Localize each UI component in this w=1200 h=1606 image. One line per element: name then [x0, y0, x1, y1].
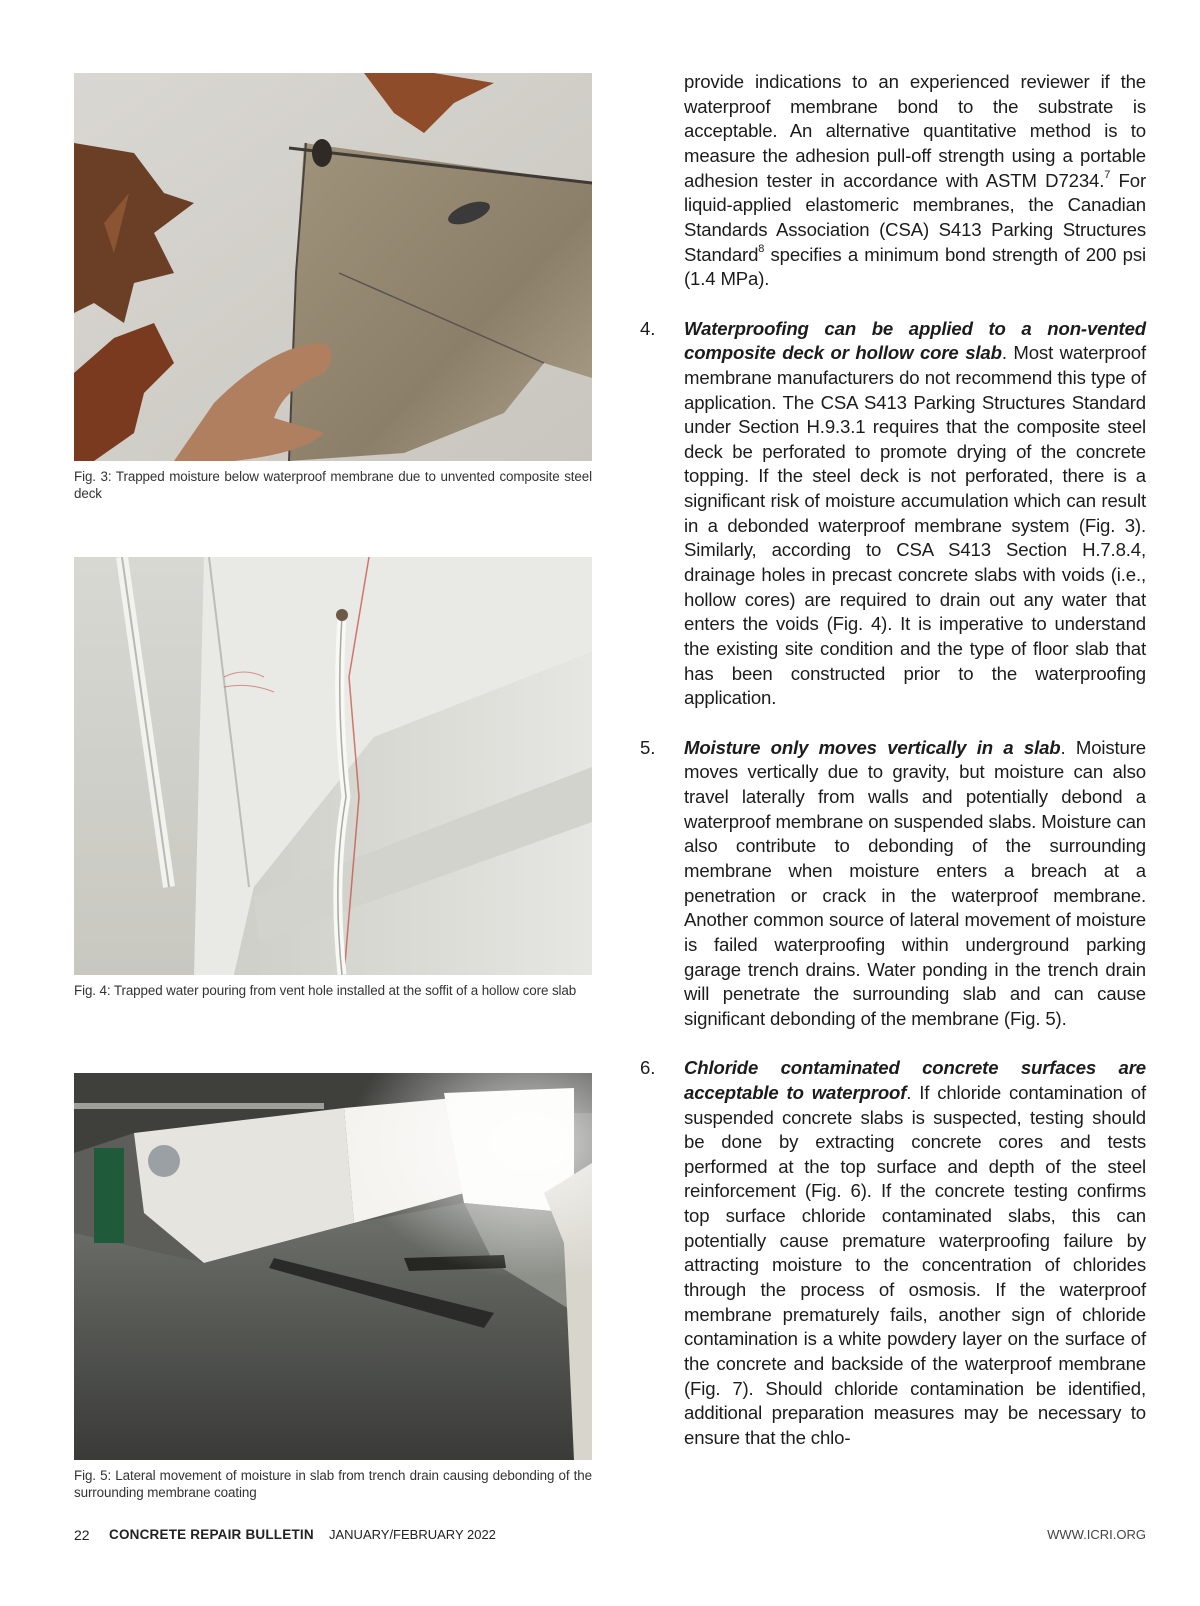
item-lead: Moisture only moves vertically in a slab — [684, 736, 1061, 758]
list-item-6 — [640, 1056, 1146, 1451]
intro-text-c: specifies a minimum bond strength of 200 psi (1.4 MPa). — [684, 243, 1146, 290]
item-lead: Chloride contaminated concrete surfaces are acceptable to waterproof — [684, 1057, 1146, 1103]
fig3-caption: Fig. 3: Trapped moisture below waterproof membrane due to unvented composite steel deck — [74, 469, 592, 501]
list-item-4 — [640, 317, 1146, 712]
page-footer — [74, 1527, 1146, 1547]
intro-text-b: For liquid-applied elastomeric membranes, the Canadian Standards Association (CSA) S413 Parking Structures Standard — [684, 169, 1146, 265]
intro-text-a: provide indications to an experienced reviewer if the waterproof membrane bond to the substrate is acceptable. An alternative quantitative method is to measure the adhesion pull-off strength using a portable adhesion tester in accordance with ASTM D7234. — [684, 71, 1146, 191]
footnote-ref-7: 7 — [1104, 169, 1111, 182]
fig3-image — [74, 73, 592, 461]
item-text: . Most waterproof membrane manufacturers do not recommend this type of application. The CSA S413 Parking Structures Standard under Section H.9.3.1 requires that the composite steel deck be perforated to promote drying of the concrete topping. If the steel deck is not perforated, there is a significant risk of moisture accumulation which can result in a debonded waterproof membrane system (Fig. 3). Similarly, according to CSA S413 Section H.7.8.4, drainage holes in precast concrete slabs with voids (i.e., hollow cores) are required to drain out any water that enters the voids (Fig. 4). It is imperative to understand the existing site condition and the type of floor slab that has been constructed prior to the waterproofing application. — [684, 342, 1147, 709]
item-text: . Moisture moves vertically due to gravity, but moisture can also travel laterally from walls and potentially debond a waterproof membrane on suspended slabs. Moisture can also contribute to debonding of the surrounding membrane when moisture enters a breach at a penetration or crack in the waterproof membrane. Another common source of lateral movement of moisture is failed waterproofing within underground parking garage trench drains. Water ponding in the trench drain will penetrate the surrounding slab and can cause significant debonding of the membrane (Fig. 5). — [684, 736, 1146, 1029]
page-number: 22 — [74, 1527, 90, 1543]
fig4-photo — [74, 557, 592, 975]
list-item-5 — [640, 736, 1146, 1032]
list-number: 5. — [640, 736, 656, 758]
item-lead: Waterproofing can be applied to a non-vented composite deck or hollow core slab — [684, 317, 1146, 364]
figure-3 — [74, 73, 592, 502]
fig5-image — [74, 1073, 592, 1460]
intro-paragraph — [640, 70, 1146, 292]
publication-name: CONCRETE REPAIR BULLETIN — [109, 1527, 314, 1542]
item-text: . If chloride contamination of suspended concrete slabs is suspected, testing should be done by extracting concrete cores and tests performed at the top surface and depth of the steel reinforcement (Fig. 6). If the concrete testing confirms top surface chloride contaminated slabs, this can potentially cause premature waterproofing failure by attracting moisture to the concentration of chlorides through the process of osmosis. If the waterproof membrane prematurely fails, another sign of chloride contamination is a white powdery layer on the surface of the concrete and backside of the waterproof membrane (Fig. 7). Should chloride contamination be identified, additional preparation measures may be necessary to ensure that the chlo- — [684, 1081, 1146, 1449]
fig3-photo — [74, 73, 592, 461]
fig5-caption: Fig. 5: Lateral movement of moisture in slab from trench drain causing debonding of the surrounding membrane coating — [74, 1468, 592, 1500]
fig4-image — [74, 557, 592, 975]
figure-4 — [74, 557, 592, 999]
issue-date: JANUARY/FEBRUARY 2022 — [329, 1527, 496, 1542]
list-number: 4. — [640, 317, 656, 339]
fig4-caption: Fig. 4: Trapped water pouring from vent hole installed at the soffit of a hollow core slab — [74, 983, 577, 998]
footnote-ref-8: 8 — [758, 243, 765, 256]
website-link[interactable]: WWW.ICRI.ORG — [1047, 1527, 1146, 1542]
figure-5 — [74, 1073, 592, 1501]
fig5-photo — [74, 1073, 592, 1460]
list-number: 6. — [640, 1057, 656, 1079]
body-column — [640, 70, 1146, 1451]
